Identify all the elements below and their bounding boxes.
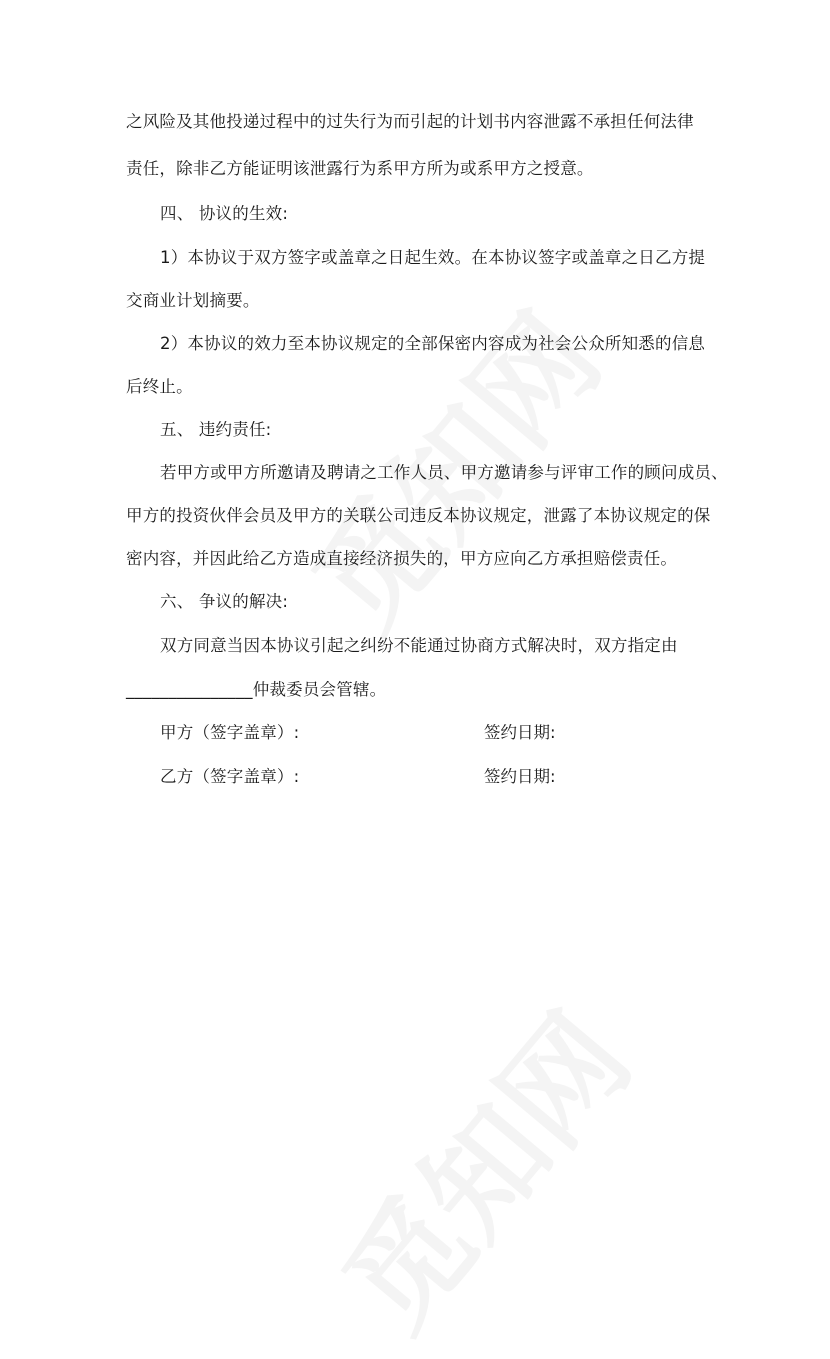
signature-party-b: 乙方（签字盖章）:	[160, 767, 300, 786]
paragraph-line: 1）本协议于双方签字或盖章之日起生效。在本协议签字或盖章之日乙方提	[160, 248, 706, 267]
paragraph-line: 之风险及其他投递过程中的过失行为而引起的计划书内容泄露不承担任何法律	[126, 112, 694, 131]
section-heading: 五、 违约责任:	[160, 420, 272, 439]
paragraph-line: 密内容，并因此给乙方造成直接经济损失的，甲方应向乙方承担赔偿责任。	[126, 549, 678, 568]
paragraph-line: 双方同意当因本协议引起之纠纷不能通过协商方式解决时，双方指定由	[160, 636, 678, 655]
paragraph-line: 后终止。	[126, 377, 193, 396]
watermark-bottom	[298, 973, 661, 1359]
paragraph-line: 若甲方或甲方所邀请及聘请之工作人员、甲方邀请参与评审工作的顾问成员、	[160, 463, 728, 482]
section-heading: 六、 争议的解决:	[160, 592, 289, 611]
paragraph-line: 责任，除非乙方能证明该泄露行为系甲方所为或系甲方之授意。	[126, 159, 594, 178]
paragraph-line: 2）本协议的效力至本协议规定的全部保密内容成为社会公众所知悉的信息	[160, 334, 706, 353]
paragraph-line: _______________仲裁委员会管辖。	[126, 680, 387, 699]
section-heading: 四、 协议的生效:	[160, 204, 289, 223]
paragraph-line: 交商业计划摘要。	[126, 291, 260, 310]
signature-date-a: 签约日期:	[484, 723, 556, 742]
signature-date-b: 签约日期:	[484, 767, 556, 786]
paragraph-line: 甲方的投资伙伴会员及甲方的关联公司违反本协议规定，泄露了本协议规定的保	[126, 506, 711, 525]
signature-party-a: 甲方（签字盖章）:	[160, 723, 300, 742]
